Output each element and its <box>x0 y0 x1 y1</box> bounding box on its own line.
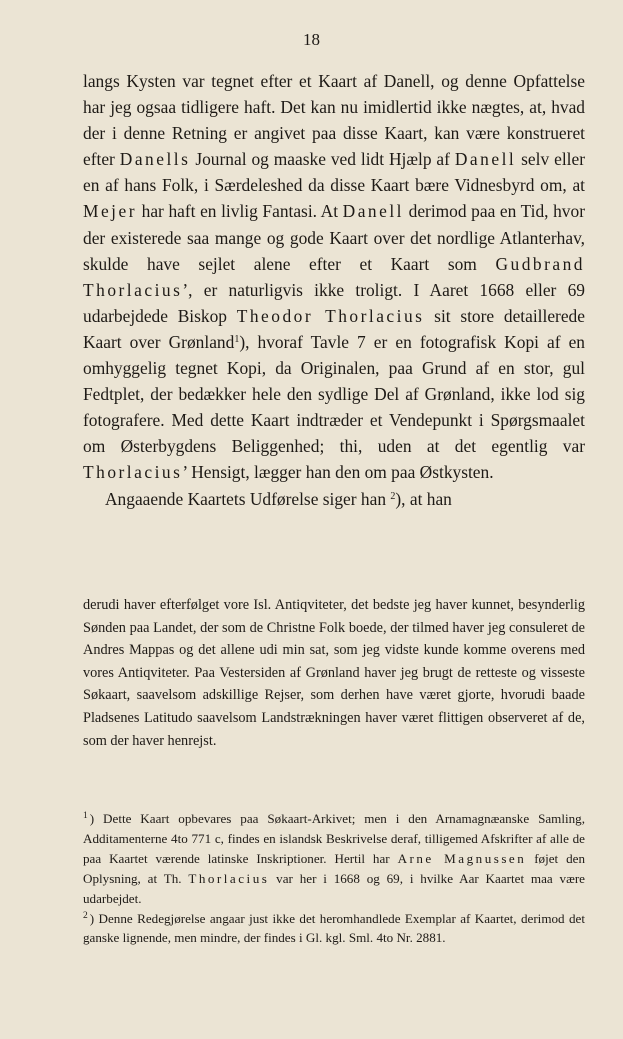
spaced-name: Thorlacius <box>83 462 183 483</box>
text-run: var her i 1668 og 69, i hvilke Aar Kaartet maa være udarbejdet. <box>83 870 585 906</box>
spaced-name: Danell <box>454 149 517 170</box>
footnote-paren: ) <box>89 910 95 926</box>
text-run: Dette Kaart opbevares paa Søkaart-Arkivet; men i den Arnamagnæanske Samling, Additamenterne 4to 771 c, findes en islandsk Beskrivelse deraf, tilligemed Afskrifter af alle de paa Kaartet værende latinske Inskriptioner. Hertil har <box>83 811 586 866</box>
footnote-ref-2: 2 <box>390 490 396 502</box>
text-run: har haft en livlig Fantasi. At <box>137 201 343 222</box>
text-run: føjet den Oplysning, at Th. <box>83 850 586 886</box>
text-run: ), hvoraf Tavle 7 er en fotografisk Kopi af en omhyggelig tegnet Kopi, da Originalen, paa Grund af en stor, gul Fedtplet, der bedækker hele den sydlige Del af Grønland, ikke lod sig fotografere. Med dette Kaart indtræder et Vendepunkt i Spørgsmaalet om Østerbygdens Beliggenhed; thi, uden at det egentlig var <box>83 331 585 457</box>
footnote-paren: ) <box>89 811 95 826</box>
spaced-name: Arne Magnussen <box>397 850 527 866</box>
body-text <box>83 68 585 512</box>
footnote-1 <box>83 809 585 909</box>
footnotes <box>83 809 585 948</box>
text-run: Journal og maaske ved lidt Hjælp af <box>190 149 455 170</box>
text-run: ’, er naturligvis ikke troligt. I Aaret 1668 eller 69 udarbejdede Biskop <box>83 279 585 326</box>
footnote-2 <box>83 909 585 949</box>
text-run: sit store detaillerede Kaart over Grønland <box>83 305 585 352</box>
text-run: selv eller en af hans Folk, i Særdeleshed da disse Kaart bære Vidnesbyrd om, at <box>83 149 585 196</box>
footnote-mark: 2 <box>83 910 88 921</box>
page-number: 18 <box>303 30 320 49</box>
text-run: derimod paa en Tid, hvor der existerede saa mange og gode Kaart over det nordlige Atlanterhav, skulde have sejlet alene efter et Kaart som <box>83 201 585 274</box>
paragraph-2 <box>83 486 585 512</box>
text-run: Angaaende Kaartets Udførelse siger han <box>105 488 391 509</box>
spaced-name: Gudbrand Thorlacius <box>83 253 585 300</box>
text-run: ’ Hensigt, lægger han den om paa Østkysten. <box>182 462 494 483</box>
footnote-ref-1: 1 <box>234 333 240 345</box>
paragraph-1 <box>83 68 585 486</box>
spaced-name: Danells <box>119 149 191 170</box>
spaced-name: Theodor Thorlacius <box>236 305 425 326</box>
text-run: langs Kysten var tegnet efter et Kaart af Danell, og denne Opfattelse har jeg ogsaa tidligere haft. Det kan nu imidlertid ikke nægtes, at, hvad der i denne Retning er angivet paa disse Kaart, kan være konstrueret efter <box>83 71 585 170</box>
spaced-name: Mejer <box>83 201 138 222</box>
text-run: ), at han <box>395 488 452 509</box>
block-quote: derudi haver efterfølget vore Isl. Antiqviteter, det bedste jeg haver kunnet, besynderlig Sønden paa Landet, der som de Christne Folk boede, der tilmed haver jeg consuleret de Andres Mappas og det allene udi min sat, som jeg vidste kunde komme overens med vores Antiqviteter. Paa Vestersiden af Grønland haver jeg brugt de retteste og visseste Søkaart, saavelsom adskillige Rejser, som derhen have været gjorte, hvorudi baade Pladsenes Latitudo saavelsom Landstrækningen haver været flittigen observeret af de, som der haver henrejst. <box>83 597 585 749</box>
text-run: Denne Redegjørelse angaar just ikke det heromhandlede Exemplar af Kaartet, derimod det ganske lignende, men mindre, der findes i Gl. kgl. Sml. 4to Nr. 2881. <box>83 910 585 946</box>
footnote-mark: 1 <box>83 811 88 821</box>
spaced-name: Thorlacius <box>188 870 270 886</box>
spaced-name: Danell <box>342 201 405 222</box>
